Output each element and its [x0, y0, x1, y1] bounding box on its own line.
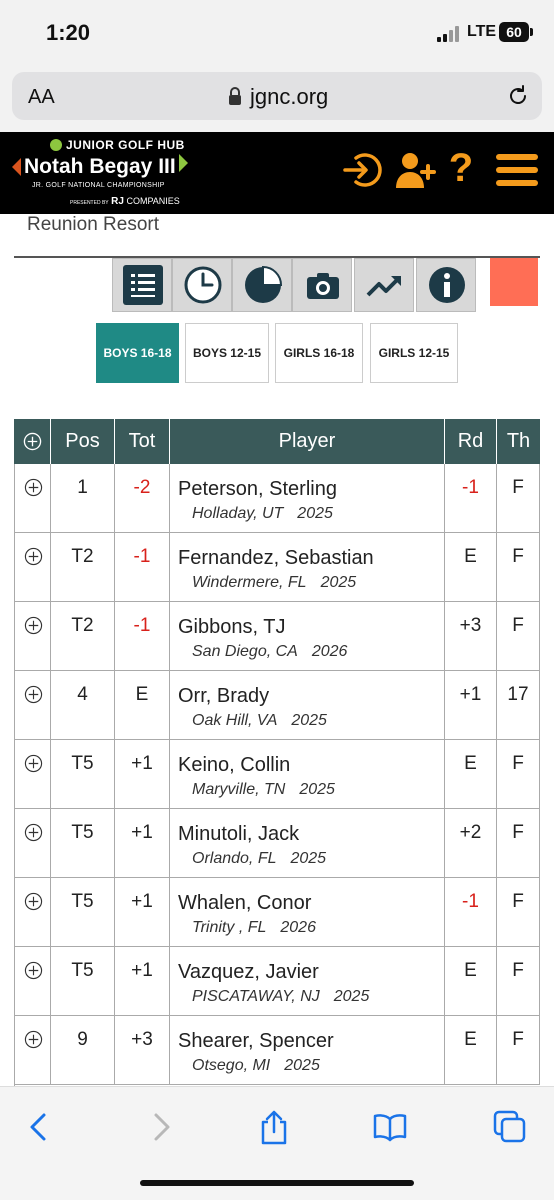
plus-circle-icon: [24, 547, 43, 566]
thru-value: 17: [507, 684, 529, 705]
position-cell: [51, 533, 115, 602]
total-cell: [115, 1016, 170, 1085]
total-value: +1: [131, 960, 153, 981]
lock-icon: [228, 86, 242, 106]
trends-button[interactable]: [354, 258, 414, 312]
position-cell: [51, 740, 115, 809]
expand-row-button[interactable]: [14, 809, 51, 878]
round-value: E: [464, 960, 477, 981]
site-title-wrap: [12, 154, 188, 179]
list-view-button[interactable]: [112, 258, 172, 312]
thru-cell: [497, 878, 540, 947]
position-cell: [51, 1016, 115, 1085]
position-value: 9: [77, 1029, 88, 1050]
round-value: +1: [459, 684, 482, 705]
player-name[interactable]: Keino, Collin: [178, 754, 291, 776]
table-header: [14, 419, 540, 464]
player-location: Maryville, TN: [192, 781, 286, 798]
thru-value: F: [512, 753, 524, 774]
expand-all-button[interactable]: [14, 419, 51, 464]
venue-name: Reunion Resort: [27, 214, 160, 235]
thru-value: F: [512, 891, 524, 912]
plus-circle-icon: [24, 961, 43, 980]
thru-value: F: [512, 615, 524, 636]
pie-chart-icon: [243, 265, 283, 305]
total-value: +1: [131, 891, 153, 912]
table-row[interactable]: [14, 671, 540, 740]
round-cell: [445, 878, 497, 947]
plus-circle-icon: [24, 1030, 43, 1049]
network-label: LTE: [467, 23, 497, 40]
sponsor-line: [70, 196, 180, 207]
player-grad-year: 2025: [333, 988, 370, 1005]
player-hometown: [192, 712, 327, 730]
total-cell: [115, 464, 170, 533]
player-cell[interactable]: [170, 809, 445, 878]
position-cell: [51, 602, 115, 671]
expand-row-button[interactable]: [14, 740, 51, 809]
site-title: Notah Begay III: [24, 155, 176, 178]
thru-cell: [497, 464, 540, 533]
player-name[interactable]: Orr, Brady: [178, 685, 270, 707]
player-cell[interactable]: [170, 878, 445, 947]
total-value: -2: [133, 477, 151, 498]
round-cell: [445, 1016, 497, 1085]
position-cell: [51, 671, 115, 740]
trend-icon: [365, 265, 405, 305]
thru-cell: [497, 1016, 540, 1085]
round-cell: [445, 533, 497, 602]
tab-boys-12-15[interactable]: BOYS 12-15: [185, 323, 269, 383]
site-subtitle: JR. GOLF NATIONAL CHAMPIONSHIP: [32, 182, 165, 189]
browser-address-area: [0, 66, 554, 132]
tabs-icon[interactable]: [492, 1109, 528, 1145]
share-icon[interactable]: [256, 1109, 292, 1145]
round-value: +3: [459, 615, 482, 636]
total-cell: [115, 809, 170, 878]
thru-cell: [497, 533, 540, 602]
plus-circle-icon: [24, 823, 43, 842]
player-cell[interactable]: [170, 740, 445, 809]
status-time: 1:20: [46, 20, 91, 45]
player-grad-year: 2026: [311, 643, 348, 660]
player-hometown: [192, 643, 347, 661]
header-tot[interactable]: Tot: [115, 419, 170, 464]
player-cell[interactable]: [170, 671, 445, 740]
round-cell: [445, 809, 497, 878]
plus-circle-icon: [23, 432, 42, 451]
table-row[interactable]: [14, 1016, 540, 1085]
player-grad-year: 2025: [299, 781, 335, 798]
player-name[interactable]: Fernandez, Sebastian: [178, 547, 374, 569]
header-player[interactable]: Player: [170, 419, 445, 464]
back-icon[interactable]: [22, 1109, 58, 1145]
player-name[interactable]: Minutoli, Jack: [178, 823, 300, 845]
player-cell[interactable]: [170, 947, 445, 1016]
total-value: -1: [133, 546, 151, 567]
round-value: E: [464, 1029, 477, 1050]
thru-cell: [497, 740, 540, 809]
player-cell[interactable]: [170, 1016, 445, 1085]
position-cell: [51, 947, 115, 1016]
expand-row-button[interactable]: [14, 602, 51, 671]
position-value: 4: [77, 684, 88, 705]
presented-label: PRESENTED BY: [70, 200, 109, 206]
round-cell: [445, 602, 497, 671]
player-location: Holladay, UT: [192, 505, 284, 522]
position-value: T2: [71, 546, 94, 567]
login-icon[interactable]: [342, 150, 382, 190]
player-grad-year: 2026: [280, 919, 316, 936]
round-value: +2: [459, 822, 482, 843]
expand-row-button[interactable]: [14, 1016, 51, 1085]
plus-circle-icon: [24, 892, 43, 911]
position-value: 1: [77, 477, 88, 498]
reload-icon[interactable]: [506, 84, 530, 108]
sponsor-mark: RJ: [111, 196, 124, 207]
total-value: +1: [131, 822, 153, 843]
table-row[interactable]: [14, 464, 540, 533]
round-value: E: [464, 546, 477, 567]
add-user-icon[interactable]: [396, 150, 436, 190]
player-grad-year: 2025: [297, 505, 333, 522]
thru-cell: [497, 602, 540, 671]
total-cell: [115, 740, 170, 809]
info-icon: [427, 265, 467, 305]
color-swatch-button[interactable]: [490, 258, 538, 306]
expand-row-button[interactable]: [14, 878, 51, 947]
hub-label: JUNIOR GOLF HUB: [66, 138, 185, 152]
position-value: T5: [71, 753, 94, 774]
player-name[interactable]: Gibbons, TJ: [178, 616, 286, 638]
camera-icon: [303, 265, 343, 305]
site-logo[interactable]: [12, 136, 202, 212]
hamburger-menu-icon[interactable]: [496, 154, 538, 190]
plus-circle-icon: [24, 616, 43, 635]
plus-circle-icon: [24, 478, 43, 497]
bookmarks-icon[interactable]: [372, 1109, 408, 1145]
table-row[interactable]: [14, 533, 540, 602]
total-cell: [115, 878, 170, 947]
round-cell: [445, 671, 497, 740]
round-cell: [445, 464, 497, 533]
reader-settings-button[interactable]: AA: [28, 86, 55, 108]
position-value: T5: [71, 891, 94, 912]
total-value: +3: [131, 1029, 153, 1050]
total-cell: [115, 671, 170, 740]
player-hometown: [192, 574, 356, 592]
expand-row-button[interactable]: [14, 947, 51, 1016]
total-cell: [115, 602, 170, 671]
tab-girls-16-18[interactable]: GIRLS 16-18: [275, 323, 363, 383]
player-location: Orlando, FL: [192, 850, 277, 867]
round-value: E: [464, 753, 477, 774]
player-grad-year: 2025: [284, 1057, 320, 1074]
round-value: -1: [462, 477, 479, 498]
position-cell: [51, 809, 115, 878]
player-hometown: [192, 850, 326, 868]
total-value: +1: [131, 753, 153, 774]
tee-times-button[interactable]: [172, 258, 232, 312]
expand-row-button[interactable]: [14, 533, 51, 602]
round-cell: [445, 947, 497, 1016]
thru-value: F: [512, 1029, 524, 1050]
thru-value: F: [512, 960, 524, 981]
round-cell: [445, 740, 497, 809]
home-indicator: [140, 1180, 414, 1186]
forward-icon[interactable]: [142, 1109, 178, 1145]
header-rd[interactable]: Rd: [445, 419, 497, 464]
stats-button[interactable]: [232, 258, 292, 312]
player-grad-year: 2025: [291, 712, 327, 729]
player-location: PISCATAWAY, NJ: [192, 988, 320, 1005]
header-th[interactable]: Th: [506, 430, 531, 452]
status-bar: [0, 0, 554, 66]
address-bar[interactable]: [12, 72, 542, 120]
player-location: Trinity , FL: [192, 919, 267, 936]
player-hometown: [192, 1057, 320, 1075]
sponsor-name: COMPANIES: [126, 196, 180, 206]
plus-circle-icon: [24, 685, 43, 704]
thru-cell: [497, 671, 540, 740]
header-pos[interactable]: Pos: [51, 419, 115, 464]
player-hometown: [192, 505, 333, 523]
table-row[interactable]: [14, 947, 540, 1016]
total-cell: [115, 947, 170, 1016]
url-text[interactable]: jgnc.org: [250, 84, 329, 109]
tab-boys-16-18[interactable]: BOYS 16-18: [96, 323, 179, 383]
total-value: -1: [133, 615, 151, 636]
player-location: Oak Hill, VA: [192, 712, 278, 729]
thru-value: F: [512, 822, 524, 843]
player-hometown: [192, 919, 316, 937]
position-cell: [51, 464, 115, 533]
player-name[interactable]: Whalen, Conor: [178, 892, 312, 914]
position-cell: [51, 878, 115, 947]
player-location: Windermere, FL: [192, 574, 307, 591]
tab-girls-12-15[interactable]: GIRLS 12-15: [370, 323, 458, 383]
player-grad-year: 2025: [320, 574, 357, 591]
total-value: E: [135, 684, 149, 705]
player-grad-year: 2025: [290, 850, 327, 867]
player-location: San Diego, CA: [192, 643, 298, 660]
player-hometown: [192, 988, 369, 1006]
signal-icon: [437, 26, 463, 42]
player-name[interactable]: Shearer, Spencer: [178, 1030, 334, 1052]
list-icon: [123, 265, 163, 305]
golf-ball-icon: [50, 139, 62, 151]
help-icon[interactable]: ?: [448, 146, 474, 190]
table-row[interactable]: [14, 602, 540, 671]
thru-value: F: [512, 477, 524, 498]
info-button[interactable]: [416, 258, 476, 312]
player-hometown: [192, 781, 335, 799]
thru-cell: [497, 809, 540, 878]
position-value: T5: [71, 822, 94, 843]
player-cell[interactable]: [170, 533, 445, 602]
table-row[interactable]: [14, 809, 540, 878]
thru-value: F: [512, 546, 524, 567]
total-cell: [115, 533, 170, 602]
player-name[interactable]: Vazquez, Javier: [178, 961, 319, 983]
plus-circle-icon: [24, 754, 43, 773]
clock-icon: [183, 265, 223, 305]
player-location: Otsego, MI: [192, 1057, 271, 1074]
round-value: -1: [462, 891, 479, 912]
player-name[interactable]: Peterson, Sterling: [178, 478, 337, 500]
chevron-right-icon: [179, 154, 188, 172]
table-row[interactable]: [14, 740, 540, 809]
position-value: T5: [71, 960, 94, 981]
thru-cell: [497, 947, 540, 1016]
position-value: T2: [71, 615, 94, 636]
photos-button[interactable]: [292, 258, 352, 312]
player-cell[interactable]: [170, 464, 445, 533]
player-cell[interactable]: [170, 602, 445, 671]
battery-icon: 60: [499, 22, 529, 42]
table-row[interactable]: [14, 878, 540, 947]
expand-row-button[interactable]: [14, 671, 51, 740]
expand-row-button[interactable]: [14, 464, 51, 533]
